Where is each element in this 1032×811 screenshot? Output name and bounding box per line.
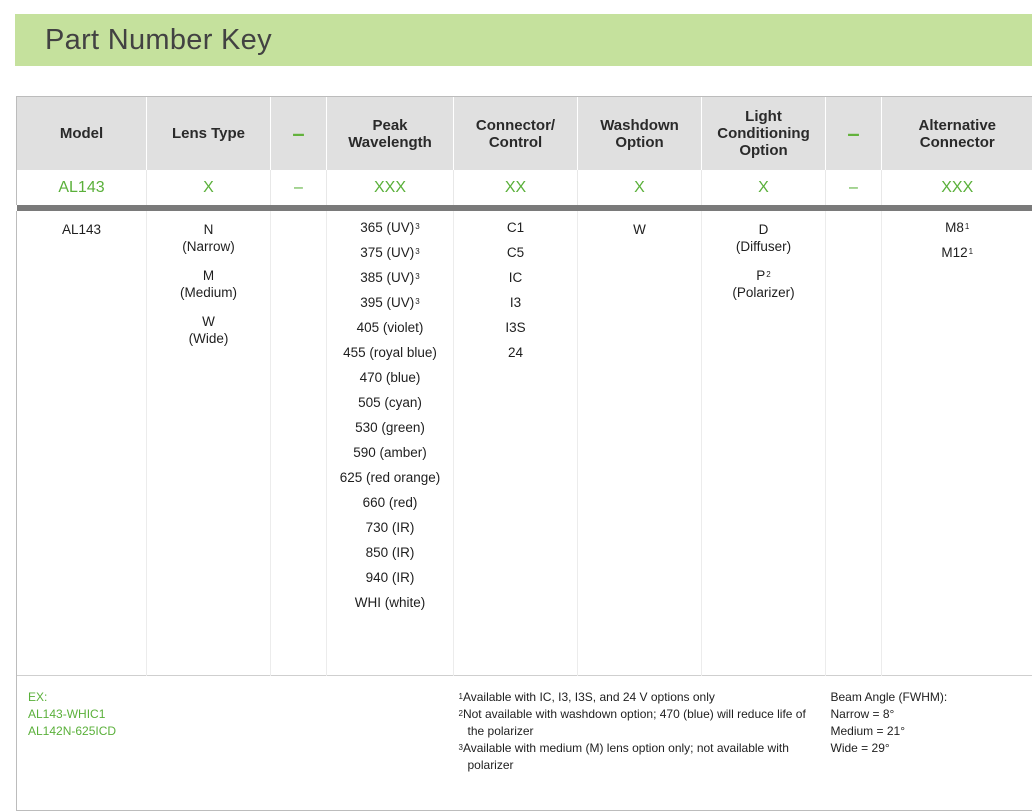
alt-connector-item: $M8^1$ xyxy=(883,215,1032,240)
header-model: Model xyxy=(17,97,147,171)
lens-name: (Medium) xyxy=(148,284,269,301)
wavelength-item: 660 (red) xyxy=(328,490,452,515)
footnote: $^2$Not available with washdown option; 470 (blue) will reduce life of the polarizer xyxy=(458,706,825,740)
wavelength-item: 625 (red orange) xyxy=(328,465,452,490)
footnotes-cell xyxy=(454,676,826,811)
code-alternative-connector: XXX xyxy=(882,170,1032,205)
options-light-conditioning xyxy=(702,211,826,676)
connector-item: 24 xyxy=(455,340,576,365)
light-name: (Diffuser) xyxy=(703,238,824,255)
options-dash-spacer xyxy=(826,211,882,676)
footnote: $^1$Available with IC, I3, I3S, and 24 V options only xyxy=(458,689,825,706)
wavelength-item: 455 (royal blue) xyxy=(328,340,452,365)
options-connector-control xyxy=(454,211,578,676)
options-lens-type xyxy=(147,211,271,676)
wavelength-item: 590 (amber) xyxy=(328,440,452,465)
lens-option xyxy=(148,267,269,301)
wavelength-item: 375 (UV)$^3$ xyxy=(328,240,452,265)
light-code: D xyxy=(703,221,824,238)
connector-item: IC xyxy=(455,265,576,290)
header-peak-wavelength: Peak Wavelength xyxy=(327,97,454,171)
alt-connector-item: $M12^1$ xyxy=(883,240,1032,265)
header-connector-control: Connector/ Control xyxy=(454,97,578,171)
header-light-conditioning-option: Light Conditioning Option xyxy=(702,97,826,171)
code-model: AL143 xyxy=(17,170,147,205)
washdown-value: W xyxy=(579,221,700,238)
wavelength-item: 530 (green) xyxy=(328,415,452,440)
example-part-number: AL142N-625ICD xyxy=(28,723,453,740)
wavelength-item: 730 (IR) xyxy=(328,515,452,540)
wavelength-item: 470 (blue) xyxy=(328,365,452,390)
connector-item: C5 xyxy=(455,240,576,265)
lens-option xyxy=(148,221,269,255)
lens-code: M xyxy=(148,267,269,284)
code-connector-control: XX xyxy=(454,170,578,205)
code-washdown-option: X xyxy=(578,170,702,205)
options-dash-spacer xyxy=(271,211,327,676)
light-conditioning-option xyxy=(703,221,824,255)
options-peak-wavelength xyxy=(327,211,454,676)
example-part-number: AL143-WHIC1 xyxy=(28,706,453,723)
page-title: Part Number Key xyxy=(45,24,272,57)
wavelength-item: 385 (UV)$^3$ xyxy=(328,265,452,290)
beam-angle-cell xyxy=(826,676,1032,811)
beam-angle-value: Medium = 21° xyxy=(831,723,1032,740)
connector-item: I3S xyxy=(455,315,576,340)
beam-angle-block xyxy=(827,689,1032,757)
lens-code: N xyxy=(148,221,269,238)
header-lens-type: Lens Type xyxy=(147,97,271,171)
header-alternative-connector: Alternative Connector xyxy=(882,97,1032,171)
examples-label: EX: xyxy=(28,689,453,706)
light-name: (Polarizer) xyxy=(703,284,824,301)
beam-angle-value: Wide = 29° xyxy=(831,740,1032,757)
lens-option xyxy=(148,313,269,347)
wavelength-item: 395 (UV)$^3$ xyxy=(328,290,452,315)
wavelength-item: 850 (IR) xyxy=(328,540,452,565)
examples-block xyxy=(18,689,453,740)
code-peak-wavelength: XXX xyxy=(327,170,454,205)
code-row xyxy=(17,170,1032,205)
wavelength-item: 505 (cyan) xyxy=(328,390,452,415)
code-light-conditioning: X xyxy=(702,170,826,205)
code-dash: – xyxy=(826,170,882,205)
model-value: AL143 xyxy=(18,221,145,238)
options-washdown xyxy=(578,211,702,676)
lens-code: W xyxy=(148,313,269,330)
options-model xyxy=(17,211,147,676)
code-lens-type: X xyxy=(147,170,271,205)
beam-angle-value: Narrow = 8° xyxy=(831,706,1032,723)
footnote: $^3$Available with medium (M) lens option only; not available with polarizer xyxy=(458,740,825,774)
wavelength-item: 405 (violet) xyxy=(328,315,452,340)
light-code: $P^2$ xyxy=(703,267,824,284)
beam-angle-label: Beam Angle (FWHM): xyxy=(831,689,1032,706)
lens-name: (Narrow) xyxy=(148,238,269,255)
code-dash: – xyxy=(271,170,327,205)
header-row xyxy=(17,97,1032,171)
header-washdown-option: Washdown Option xyxy=(578,97,702,171)
header-dash-separator: – xyxy=(271,97,327,171)
lens-name: (Wide) xyxy=(148,330,269,347)
connector-item: C1 xyxy=(455,215,576,240)
title-band xyxy=(15,14,1032,66)
wavelength-item: 940 (IR) xyxy=(328,565,452,590)
examples-cell xyxy=(17,676,454,811)
wavelength-item: 365 (UV)$^3$ xyxy=(328,215,452,240)
connector-item: I3 xyxy=(455,290,576,315)
footnotes-block xyxy=(455,689,825,774)
light-conditioning-option xyxy=(703,267,824,301)
wavelength-item: WHI (white) xyxy=(328,590,452,615)
header-dash-separator: – xyxy=(826,97,882,171)
part-number-table xyxy=(16,96,1032,811)
options-row xyxy=(17,211,1032,676)
options-alternative-connector xyxy=(882,211,1032,676)
footer-row xyxy=(17,676,1032,811)
